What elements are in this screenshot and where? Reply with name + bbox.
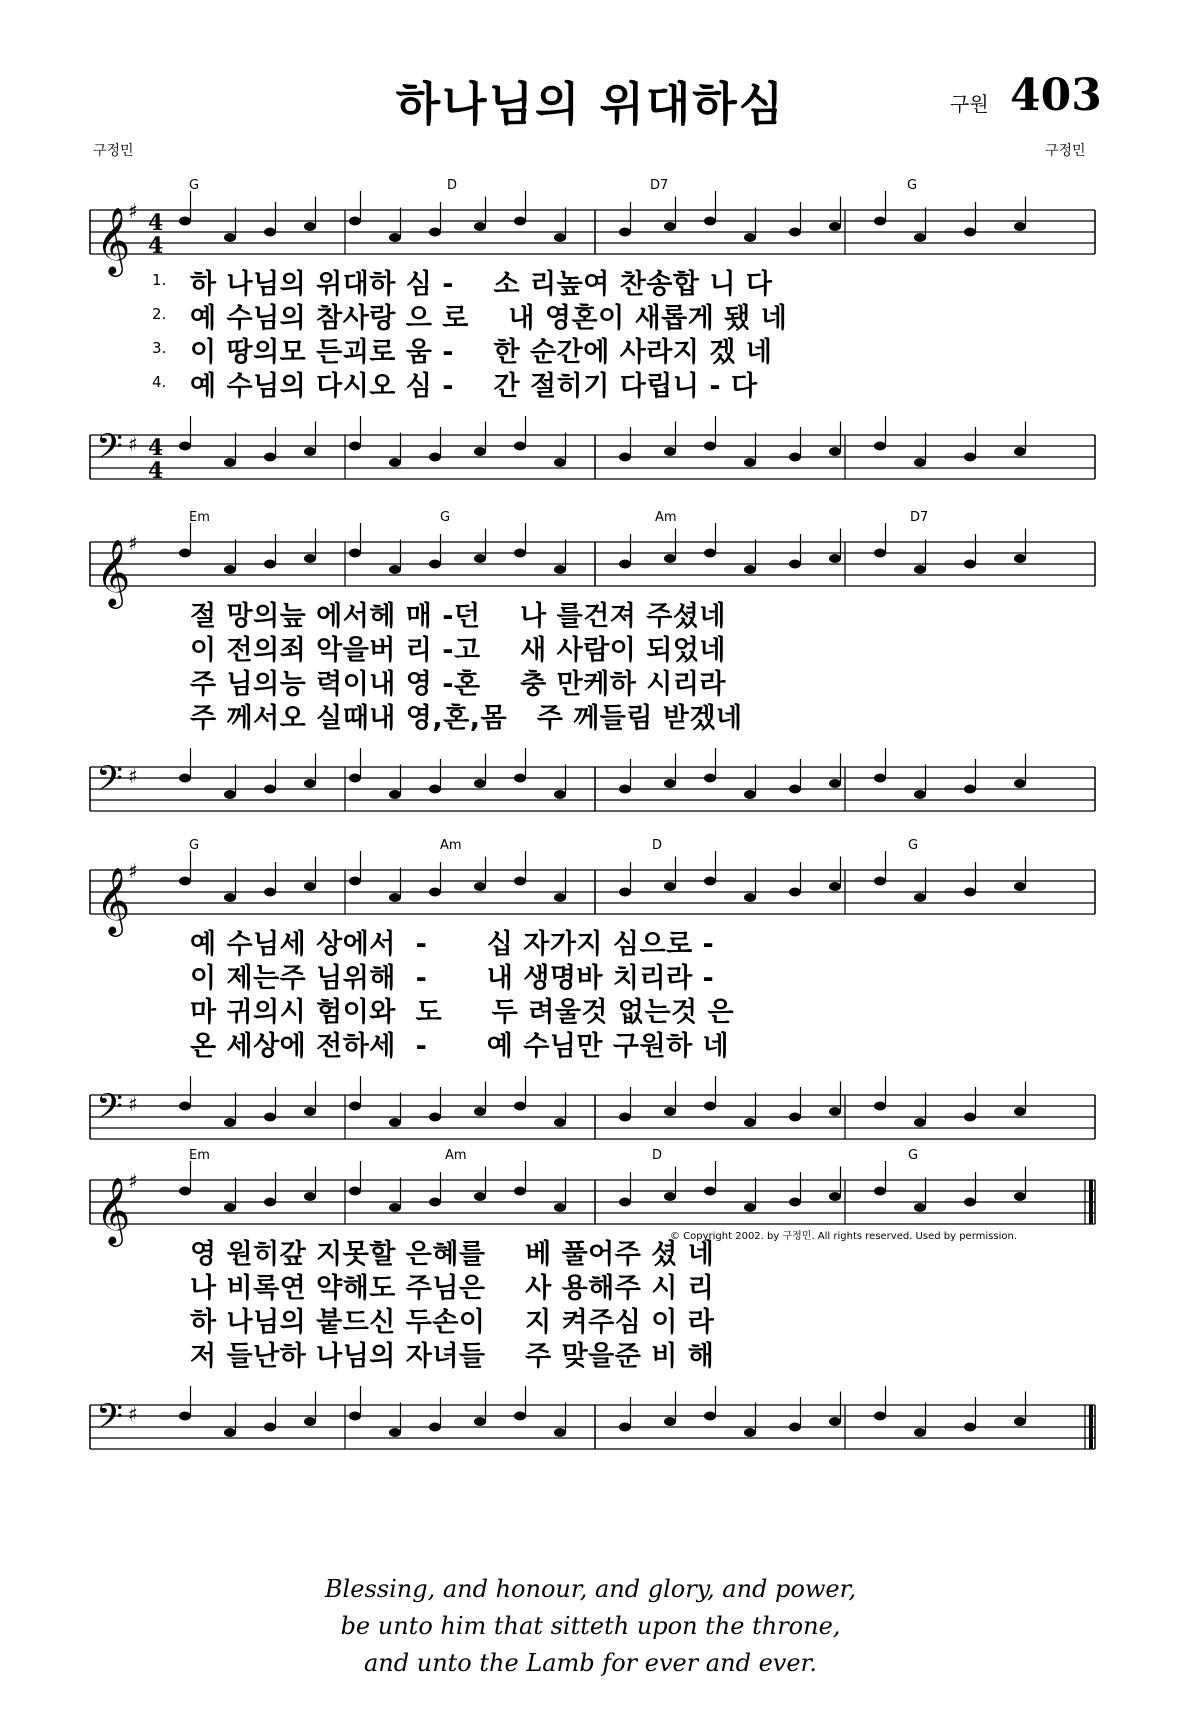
notehead — [304, 554, 316, 563]
notehead — [389, 458, 401, 467]
notehead — [619, 888, 631, 897]
notehead — [704, 877, 716, 886]
verse-lyrics: 나 비록연 약해도 주님은 사 용해주 시 리 — [190, 1273, 715, 1304]
notehead — [874, 1412, 886, 1421]
notehead — [179, 774, 191, 783]
notehead — [744, 565, 756, 574]
notehead — [224, 565, 236, 574]
notehead — [179, 442, 191, 451]
key-signature-sharp-icon: ♯ — [128, 531, 138, 555]
notehead — [474, 447, 486, 456]
notehead — [829, 1192, 841, 1201]
notehead — [704, 1102, 716, 1111]
chord-symbol: G — [908, 1148, 919, 1163]
notehead — [179, 1412, 191, 1421]
verse-lyrics: 마 귀의시 험이와 도 두 려울것 없는것 은 — [190, 997, 735, 1028]
chord-symbol: D — [652, 1148, 663, 1163]
notehead — [264, 888, 276, 897]
notehead — [224, 1118, 236, 1127]
notehead — [224, 1428, 236, 1437]
notehead — [514, 877, 526, 886]
notehead — [554, 1428, 566, 1437]
notehead — [554, 893, 566, 902]
notehead — [619, 785, 631, 794]
notehead — [1014, 1107, 1026, 1116]
treble-staff — [90, 855, 1095, 934]
bass-staff — [90, 1390, 1095, 1465]
notehead — [474, 222, 486, 231]
bass-clef-icon: 𝄢 — [96, 758, 124, 807]
key-signature-sharp-icon: ♯ — [128, 199, 138, 223]
verse-lyrics: 주 께서오 실때내 영,혼,몸 주 께들림 받겠네 — [190, 703, 743, 734]
chord-symbol: D7 — [910, 510, 929, 525]
chord-symbol: G — [908, 838, 919, 853]
notehead — [619, 560, 631, 569]
notehead — [829, 882, 841, 891]
notehead — [264, 560, 276, 569]
notehead — [224, 1203, 236, 1212]
notehead — [474, 779, 486, 788]
scripture-line: be unto him that sitteth upon the throne, — [340, 1612, 841, 1640]
verse-lyrics: 영 원히갚 지못할 은혜를 베 풀어주 셨 네 — [190, 1239, 715, 1270]
chord-symbol: G — [189, 178, 200, 193]
verse-line — [90, 696, 1095, 734]
notehead — [429, 1198, 441, 1207]
verse-line — [90, 990, 1095, 1028]
notehead — [914, 1203, 926, 1212]
notehead — [914, 458, 926, 467]
notehead — [1014, 779, 1026, 788]
copyright-notice: © Copyright 2002. by 구정민. All rights reserved. Used by permission. — [670, 1231, 1018, 1242]
notehead — [829, 222, 841, 231]
notehead — [704, 549, 716, 558]
notehead — [789, 228, 801, 237]
notehead — [224, 790, 236, 799]
treble-staff — [90, 527, 1095, 606]
scripture-line: and unto the Lamb for ever and ever. — [363, 1649, 817, 1677]
chord-symbol: D7 — [650, 178, 669, 193]
notehead — [224, 233, 236, 242]
notehead — [704, 217, 716, 226]
notehead — [704, 442, 716, 451]
music-system — [90, 1140, 1095, 1485]
notehead — [429, 785, 441, 794]
notehead — [914, 1428, 926, 1437]
notehead — [474, 554, 486, 563]
notehead — [304, 1107, 316, 1116]
verse-line — [90, 1024, 1095, 1062]
notehead — [829, 1417, 841, 1426]
notehead — [964, 785, 976, 794]
notehead — [349, 442, 361, 451]
notehead — [874, 1102, 886, 1111]
verse-lyrics: 이 땅의모 든괴로 움 - 한 순간에 사라지 겠 네 — [190, 337, 773, 368]
notehead — [264, 453, 276, 462]
bass-clef-icon: 𝄢 — [96, 1086, 124, 1135]
notehead — [304, 1417, 316, 1426]
notehead — [744, 458, 756, 467]
notehead — [619, 1113, 631, 1122]
notehead — [744, 893, 756, 902]
notehead — [429, 560, 441, 569]
notehead — [389, 790, 401, 799]
notehead — [389, 565, 401, 574]
notehead — [664, 882, 676, 891]
hymn-category: 구원 — [950, 92, 989, 116]
notehead — [474, 882, 486, 891]
chord-symbol: D — [652, 838, 663, 853]
key-signature-sharp-icon: ♯ — [128, 432, 138, 456]
time-signature-numerator: 4 — [148, 210, 164, 236]
notehead — [914, 565, 926, 574]
notehead — [514, 442, 526, 451]
verse-lyrics: 절 망의늪 에서헤 매 -던 나 를건져 주셨네 — [190, 601, 727, 632]
chord-symbol: G — [440, 510, 451, 525]
notehead — [789, 785, 801, 794]
verse-block — [90, 594, 1095, 734]
chord-symbol: Em — [189, 510, 210, 525]
notehead — [1014, 1417, 1026, 1426]
bass-clef-icon: 𝄢 — [96, 1396, 124, 1445]
notehead — [389, 1203, 401, 1212]
time-signature-denominator: 4 — [148, 233, 164, 259]
notehead — [264, 1113, 276, 1122]
notehead — [474, 1107, 486, 1116]
notehead — [179, 217, 191, 226]
notehead — [874, 549, 886, 558]
notehead — [349, 217, 361, 226]
notehead — [664, 1192, 676, 1201]
notehead — [179, 1102, 191, 1111]
chord-symbol: Am — [655, 510, 677, 525]
time-signature-denominator: 4 — [148, 458, 164, 484]
time-signature-numerator: 4 — [148, 435, 164, 461]
notehead — [389, 893, 401, 902]
hymn-number: 403 — [1010, 70, 1102, 121]
notehead — [664, 447, 676, 456]
verse-lyrics: 이 제는주 님위해 - 내 생명바 치리라 - — [190, 963, 715, 994]
notehead — [704, 774, 716, 783]
notehead — [389, 233, 401, 242]
notehead — [704, 1187, 716, 1196]
notehead — [744, 1428, 756, 1437]
notehead — [914, 233, 926, 242]
notehead — [474, 1417, 486, 1426]
notehead — [829, 779, 841, 788]
verse-line — [90, 922, 1095, 960]
notehead — [304, 1192, 316, 1201]
notehead — [664, 779, 676, 788]
music-system — [90, 170, 1095, 515]
lyricist-credit: 구정민 — [93, 143, 134, 159]
notehead — [829, 554, 841, 563]
music-system — [90, 502, 1095, 847]
hymn-title: 하나님의 위대하심 — [395, 77, 786, 131]
notehead — [179, 1187, 191, 1196]
notehead — [1014, 447, 1026, 456]
notehead — [789, 453, 801, 462]
notehead — [304, 447, 316, 456]
notehead — [619, 1198, 631, 1207]
verse-lyrics: 하 나님의 위대하 심 - 소 리높여 찬송합 니 다 — [190, 269, 773, 300]
key-signature-sharp-icon: ♯ — [128, 764, 138, 788]
verse-number: 3. — [152, 339, 167, 357]
notehead — [1014, 882, 1026, 891]
notehead — [829, 1107, 841, 1116]
chord-symbol: G — [907, 178, 918, 193]
bass-staff — [90, 752, 1095, 827]
treble-staff — [90, 195, 1095, 274]
notehead — [789, 1423, 801, 1432]
verse-lyrics: 예 수님의 다시오 심 - 간 절히기 다립니 - 다 — [190, 371, 758, 402]
notehead — [964, 888, 976, 897]
notehead — [264, 1423, 276, 1432]
chord-symbol: Em — [189, 1148, 210, 1163]
bass-staff — [90, 420, 1095, 495]
notehead — [349, 877, 361, 886]
verse-number: 4. — [152, 373, 167, 391]
notehead — [304, 779, 316, 788]
notehead — [514, 1102, 526, 1111]
verse-lyrics: 주 님의능 력이내 영 -혼 충 만케하 시리라 — [190, 669, 727, 700]
verse-lyrics: 온 세상에 전하세 - 예 수님만 구원하 네 — [190, 1031, 730, 1062]
verse-lyrics: 저 들난하 나님의 자녀들 주 맞을준 비 해 — [190, 1341, 715, 1372]
verse-number: 1. — [152, 271, 167, 289]
verse-line — [90, 262, 1095, 300]
notehead — [874, 217, 886, 226]
notehead — [789, 888, 801, 897]
notehead — [664, 222, 676, 231]
chord-symbol: Am — [440, 838, 462, 853]
verse-line — [90, 296, 1095, 334]
composer-credit: 구정민 — [1045, 143, 1086, 159]
notehead — [554, 1118, 566, 1127]
notehead — [744, 790, 756, 799]
notehead — [744, 1118, 756, 1127]
notehead — [914, 790, 926, 799]
notehead — [264, 1198, 276, 1207]
verse-lyrics: 이 전의죄 악을버 리 -고 새 사람이 되었네 — [190, 635, 727, 666]
notehead — [789, 1113, 801, 1122]
verse-line — [90, 628, 1095, 666]
notehead — [179, 877, 191, 886]
notehead — [619, 1423, 631, 1432]
verse-block — [90, 922, 1095, 1062]
notehead — [514, 774, 526, 783]
notehead — [179, 549, 191, 558]
notehead — [964, 1113, 976, 1122]
verse-line — [90, 364, 1095, 402]
notehead — [224, 893, 236, 902]
notehead — [349, 1412, 361, 1421]
notehead — [349, 774, 361, 783]
notehead — [874, 774, 886, 783]
notehead — [349, 549, 361, 558]
notehead — [829, 447, 841, 456]
key-signature-sharp-icon: ♯ — [128, 1402, 138, 1426]
notehead — [554, 790, 566, 799]
notehead — [874, 442, 886, 451]
music-system — [90, 830, 1095, 1175]
verse-number: 2. — [152, 305, 167, 323]
verse-line — [90, 1266, 1095, 1304]
verse-lyrics: 하 나님의 붙드신 두손이 지 켜주심 이 라 — [190, 1307, 715, 1338]
notehead — [349, 1102, 361, 1111]
notehead — [554, 233, 566, 242]
notehead — [964, 228, 976, 237]
notehead — [429, 1113, 441, 1122]
verse-block — [90, 262, 1095, 402]
verse-line — [90, 1300, 1095, 1338]
notehead — [914, 1118, 926, 1127]
notehead — [1014, 1192, 1026, 1201]
notehead — [914, 893, 926, 902]
notehead — [514, 1412, 526, 1421]
notehead — [514, 217, 526, 226]
notehead — [964, 560, 976, 569]
verse-line — [90, 956, 1095, 994]
notehead — [349, 1187, 361, 1196]
notehead — [964, 1198, 976, 1207]
notehead — [474, 1192, 486, 1201]
notehead — [744, 1203, 756, 1212]
notehead — [874, 877, 886, 886]
verse-lyrics: 예 수님세 상에서 - 십 자가지 심으로 - — [190, 929, 715, 960]
notehead — [619, 453, 631, 462]
notehead — [664, 554, 676, 563]
verse-line — [90, 662, 1095, 700]
chord-symbol: G — [189, 838, 200, 853]
chord-symbol: D — [447, 178, 458, 193]
notehead — [704, 1412, 716, 1421]
notehead — [224, 458, 236, 467]
notehead — [554, 1203, 566, 1212]
notehead — [304, 882, 316, 891]
verse-block — [90, 1232, 1095, 1372]
treble-clef-icon: 𝄞 — [96, 206, 131, 274]
notehead — [389, 1428, 401, 1437]
notehead — [304, 222, 316, 231]
notehead — [1014, 554, 1026, 563]
notehead — [389, 1118, 401, 1127]
key-signature-sharp-icon: ♯ — [128, 1169, 138, 1193]
notehead — [664, 1107, 676, 1116]
verse-line — [90, 1334, 1095, 1372]
key-signature-sharp-icon: ♯ — [128, 1092, 138, 1116]
notehead — [964, 1423, 976, 1432]
treble-clef-icon: 𝄞 — [96, 866, 131, 934]
notehead — [264, 228, 276, 237]
notehead — [554, 565, 566, 574]
notehead — [789, 560, 801, 569]
notehead — [429, 228, 441, 237]
treble-clef-icon: 𝄞 — [96, 1176, 131, 1244]
scripture-line: Blessing, and honour, and glory, and power, — [324, 1575, 857, 1603]
notehead — [789, 1198, 801, 1207]
verse-line — [90, 594, 1095, 632]
treble-clef-icon: 𝄞 — [96, 538, 131, 606]
notehead — [964, 453, 976, 462]
bass-clef-icon: 𝄢 — [96, 426, 124, 475]
notehead — [429, 453, 441, 462]
notehead — [664, 1417, 676, 1426]
notehead — [429, 1423, 441, 1432]
verse-lyrics: 예 수님의 참사랑 으 로 내 영혼이 새롭게 됐 네 — [190, 303, 788, 334]
chord-symbol: Am — [445, 1148, 467, 1163]
notehead — [264, 785, 276, 794]
notehead — [744, 233, 756, 242]
notehead — [619, 228, 631, 237]
notehead — [874, 1187, 886, 1196]
notehead — [1014, 222, 1026, 231]
notehead — [429, 888, 441, 897]
notehead — [554, 458, 566, 467]
verse-line — [90, 330, 1095, 368]
key-signature-sharp-icon: ♯ — [128, 859, 138, 883]
notehead — [514, 549, 526, 558]
notehead — [514, 1187, 526, 1196]
